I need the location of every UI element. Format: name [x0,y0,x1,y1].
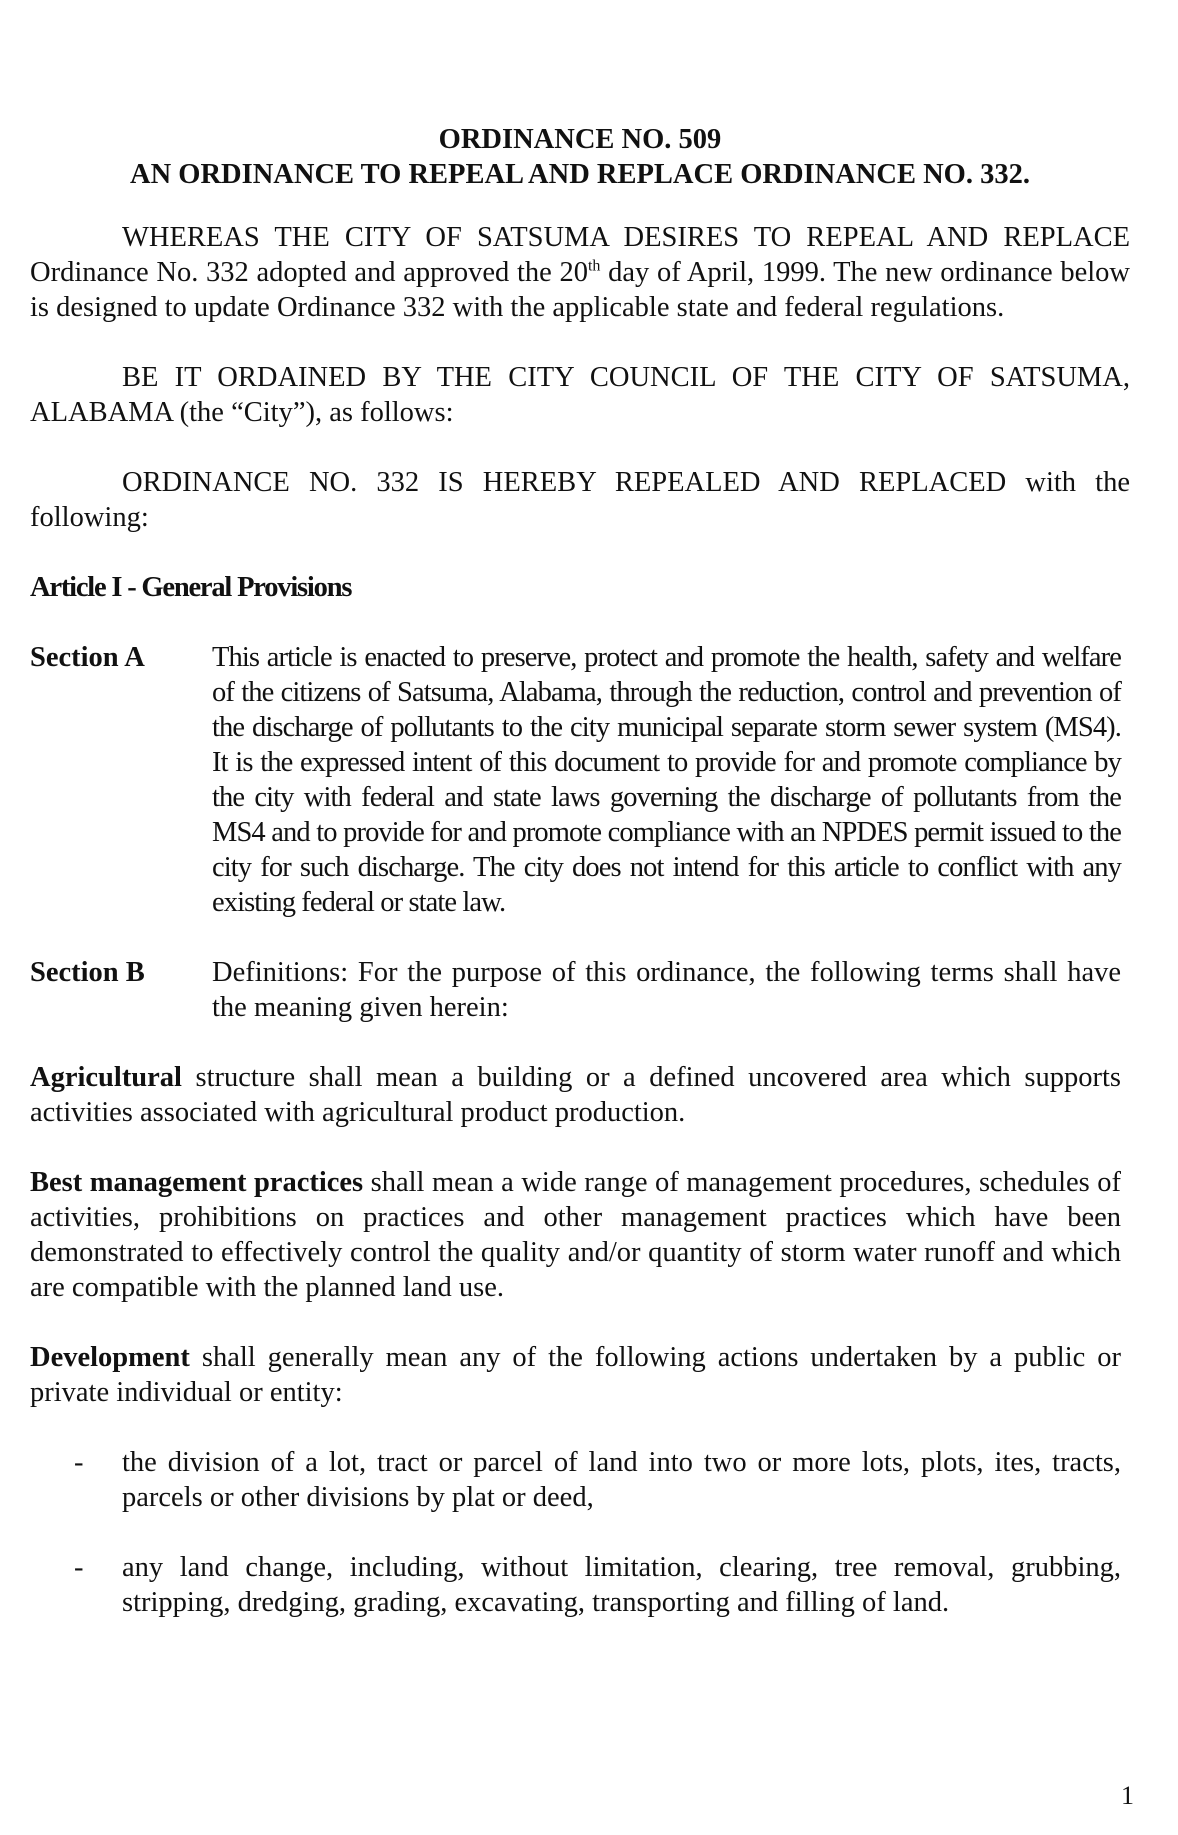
section-b [30,955,1130,1025]
ordinal-suffix: th [587,257,601,275]
definition-best-management-practices [30,1165,1130,1305]
article-heading: Article I - General Provisions [30,572,352,603]
definition-term: Agricultural [30,1062,182,1093]
ordinance-title: ORDINANCE NO. 509 [438,124,722,155]
whereas-text: WHEREAS THE CITY OF SATSUMA DESIRES TO REPEAL AND REPLACE Ordinance No. 332 adopted and approved the 20 [30,222,1130,288]
definition-term: Best management practices [30,1167,364,1198]
section-a-label: Section A [30,642,145,673]
ordinance-subtitle: AN ORDINANCE TO REPEAL AND REPLACE ORDINANCE NO. 332. [130,159,1030,190]
ordained-paragraph: BE IT ORDAINED BY THE CITY COUNCIL OF THE CITY OF SATSUMA, ALABAMA (the “City”), as follows: [30,362,1130,428]
section-a-text: This article is enacted to preserve, protect and promote the health, safety and welfare of the citizens of Satsuma, Alabama, through the reduction, control and prevention of the discharge of pollutants to the city municipal separate storm sewer system (MS4). It is the expressed intent of this document to provide for and promote compliance by the city with federal and state laws governing the discharge of pollutants from the MS4 and to provide for and promote compliance with an NPDES permit issued to the city for such discharge. The city does not intend for this article to conflict with any existing federal or state law. [212,642,1121,918]
bullet-marker: - [74,1552,84,1583]
definition-text: shall mean a wide range of management procedures, schedules of activities, prohibitions on practices and other management practices which have been demonstrated to effectively control the quality and/or quantity of storm water runoff and which are compatible with the planned land use. [30,1167,1121,1303]
section-b-text: Definitions: For the purpose of this ordinance, the following terms shall have the meaning given herein: [212,957,1121,1023]
definition-agricultural [30,1060,1130,1130]
repealed-paragraph: ORDINANCE NO. 332 IS HEREBY REPEALED AND REPLACED with the following: [30,467,1130,533]
bullet-marker: - [74,1447,84,1478]
section-b-label: Section B [30,957,145,988]
section-a [30,640,1130,920]
document-page [30,122,1130,1655]
whereas-paragraph [30,220,1130,325]
bullet-text: the division of a lot, tract or parcel of land into two or more lots, plots, ites, tracts, parcels or other divisions by plat or deed, [122,1447,1121,1513]
whereas-text-continued: day of April, 1999. The new ordinance below is designed to update Ordinance 332 with the applicable state and federal regulations. [30,257,1130,323]
definition-text: shall generally mean any of the following actions undertaken by a public or private individual or entity: [30,1342,1121,1408]
list-item [30,1550,1130,1620]
definition-term: Development [30,1342,190,1373]
bullet-text: any land change, including, without limitation, clearing, tree removal, grubbing, stripping, dredging, grading, excavating, transporting and filling of land. [122,1552,1121,1618]
definition-development [30,1340,1130,1410]
page-number: 1 [1121,1781,1134,1810]
definition-text: structure shall mean a building or a defined uncovered area which supports activities associated with agricultural product production. [30,1062,1121,1128]
list-item [30,1445,1130,1515]
